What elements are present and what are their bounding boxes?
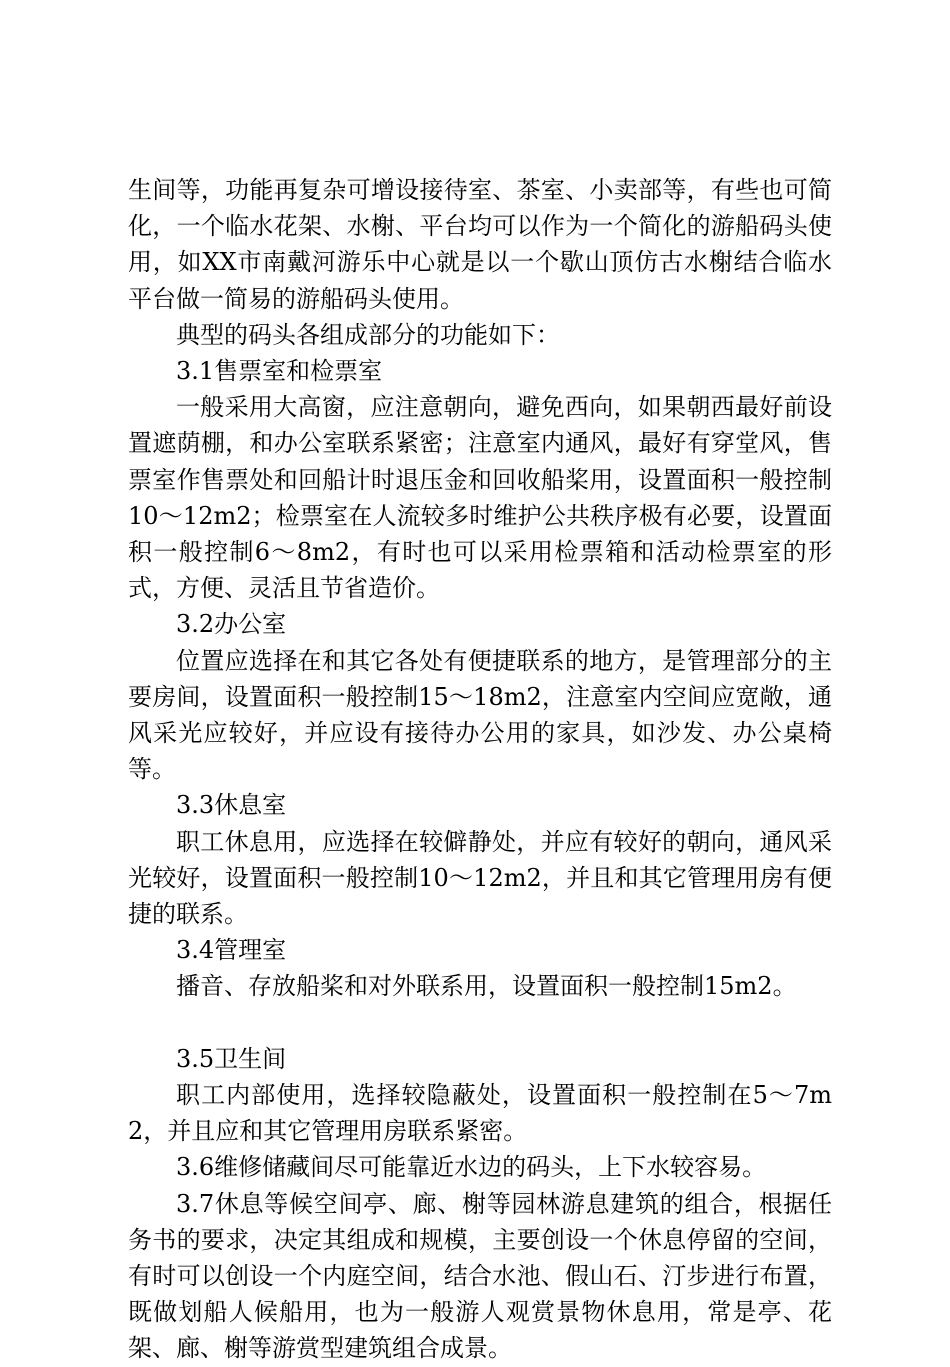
paragraph-office: 位置应选择在和其它各处有便捷联系的地方，是管理部分的主要房间，设置面积一般控制15～18m2，注意室内空间应宽敞，通风采光应较好，并应设有接待办公用的家具，如沙发、办公桌椅等。 <box>128 646 832 784</box>
paragraph-ticket-room: 一般采用大高窗，应注意朝向，避免西向，如果朝西最好前设置遮荫棚，和办公室联系紧密；注意室内通风，最好有穿堂风，售票室作售票处和回船计时退压金和回收船桨用，设置面积一般控制10～12m2；检票室在人流较多时维护公共秩序极有必要，设置面积一般控制6～8m2，有时也可以采用检票箱和活动检票室的形式，方便、灵活且节省造价。 <box>128 393 832 603</box>
paragraph-restroom: 职工内部使用，选择较隐蔽处，设置面积一般控制在5～7m2，并且应和其它管理用房联系紧密。 <box>128 1081 832 1146</box>
section-heading-3-1: 3.1售票室和检票室 <box>176 357 383 386</box>
paragraph-storage-3-6: 3.6维修储藏间尽可能靠近水边的码头，上下水较容易。 <box>176 1153 767 1182</box>
document-body <box>128 172 832 1367</box>
blank-line <box>128 1005 832 1041</box>
paragraph-rest-room: 职工休息用，应选择在较僻静处，并应有较好的朝向，通风采光较好，设置面积一般控制10～12m2，并且和其它管理用房有便捷的联系。 <box>128 827 832 929</box>
section-heading-3-2: 3.2办公室 <box>176 610 287 639</box>
paragraph-management-room: 播音、存放船桨和对外联系用，设置面积一般控制15m2。 <box>176 972 797 1001</box>
section-heading-3-3: 3.3休息室 <box>176 791 287 820</box>
section-heading-3-4: 3.4管理室 <box>176 936 287 965</box>
paragraph-components-intro: 典型的码头各组成部分的功能如下： <box>176 320 560 349</box>
section-heading-3-5: 3.5卫生间 <box>176 1044 287 1073</box>
paragraph-intro-continued: 生间等，功能再复杂可增设接待室、茶室、小卖部等，有些也可简化，一个临水花架、水榭、平台均可以作为一个简化的游船码头使用，如XX市南戴河游乐中心就是以一个歇山顶仿古水榭结合临水平台做一简易的游船码头使用。 <box>128 176 832 313</box>
paragraph-waiting-space-3-7: 3.7休息等候空间亭、廊、榭等园林游息建筑的组合，根据任务书的要求，决定其组成和规模，主要创设一个休息停留的空间，有时可以创设一个内庭空间，结合水池、假山石、汀步进行布置，既做划船人候船用，也为一般游人观赏景物休息用，常是亭、花架、廊、榭等游赏型建筑组合成景。 <box>128 1189 832 1363</box>
